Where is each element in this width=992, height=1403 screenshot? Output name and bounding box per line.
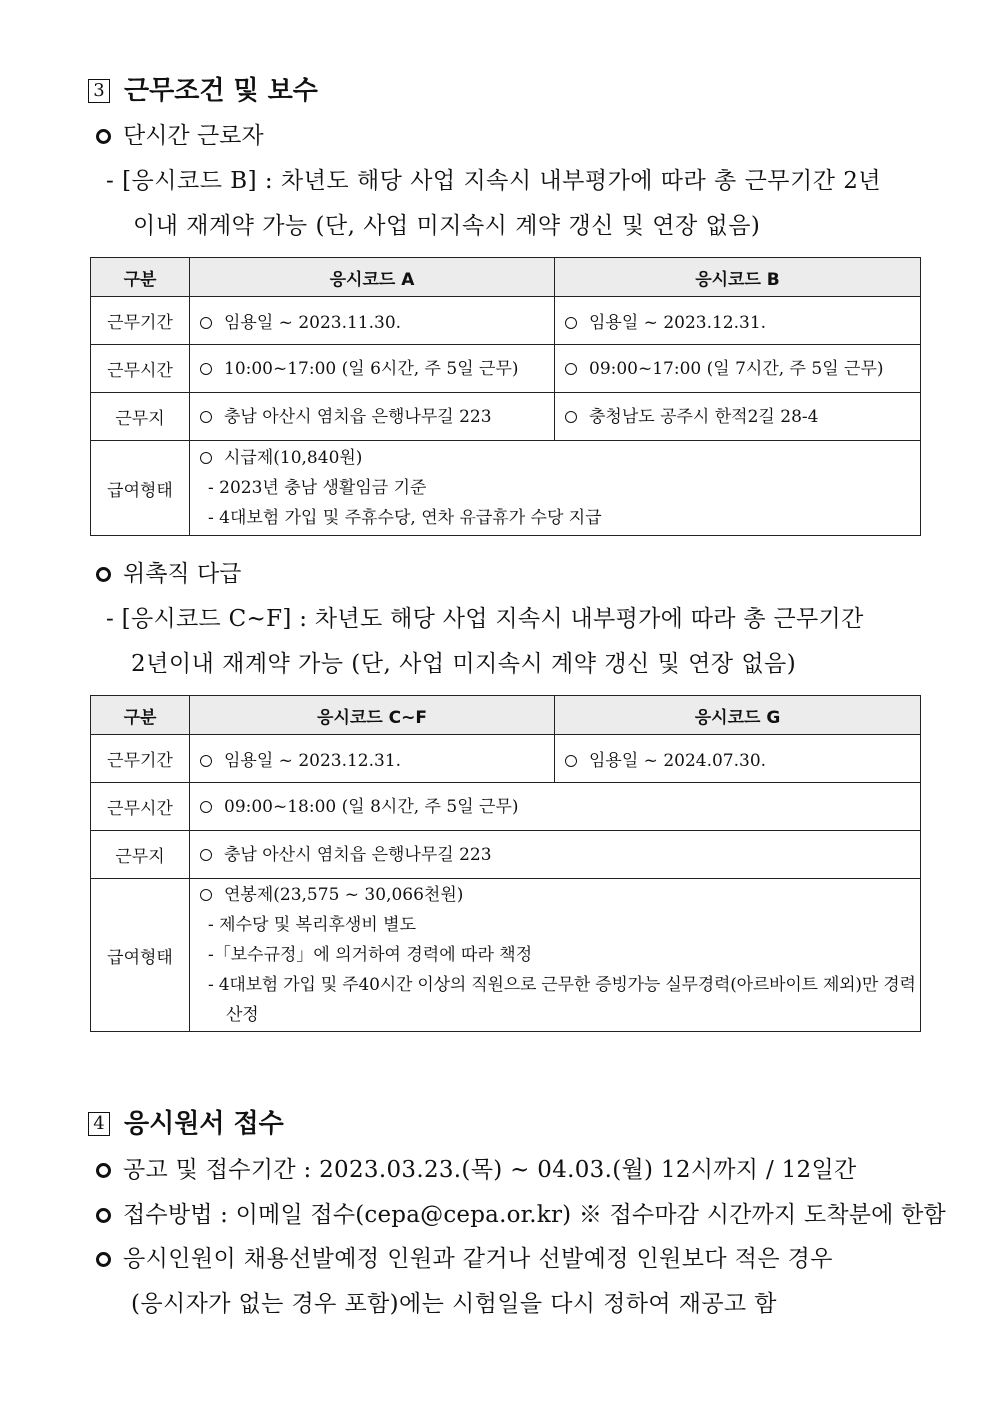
section-title-text: 근무조건 및 보수 [124,76,318,106]
table-code-c-g [90,695,921,1032]
circle-bullet-icon [200,849,212,861]
cell-text: 임용일 ~ 2023.12.31. [589,313,767,333]
cell-text: 임용일 ~ 2023.12.31. [224,751,402,771]
table-row [91,783,921,831]
row-label: 근무시간 [91,345,190,393]
group-heading-commissioned [96,555,241,588]
table-cell [190,297,555,345]
group2-desc-line1: - [응시코드 C~F] : 차년도 해당 사업 지속시 내부평가에 따라 총 근무기간 [106,606,864,632]
circle-bullet-icon [200,889,212,901]
row-label: 근무지 [91,831,190,879]
pay-cell [190,879,921,1032]
table-cell [190,783,921,831]
circle-bullet-icon [565,363,577,375]
cell-text: 충남 아산시 염치읍 은행나무길 223 [224,406,492,427]
header-code-g: 응시코드 G [555,696,921,735]
header-category: 구분 [91,696,190,735]
list-item [96,1196,946,1229]
circle-bullet-icon [200,755,212,767]
table-code-a-b [90,257,921,536]
table-cell [190,735,555,783]
section-3-title [88,70,318,107]
section-number-box: 4 [88,1112,110,1136]
cell-text: 10:00~17:00 (일 6시간, 주 5일 근무) [224,358,519,379]
table-header-row [91,696,921,735]
header-code-a: 응시코드 A [190,258,555,297]
circle-bullet-icon [200,801,212,813]
pay-line: - 제수당 및 복리후생비 별도 [208,915,417,935]
circle-bullet-icon [96,1208,111,1223]
item-text: 접수방법 : 이메일 접수(cepa@cepa.or.kr) ※ 접수마감 시간까지 도착분에 한함 [123,1202,946,1228]
section-title-text: 응시원서 접수 [124,1109,284,1139]
header-code-c-f: 응시코드 C~F [190,696,555,735]
row-label: 근무시간 [91,783,190,831]
circle-bullet-icon [96,567,111,582]
circle-bullet-icon [200,363,212,375]
table-row [91,345,921,393]
table-header-row [91,258,921,297]
circle-bullet-icon [565,411,577,423]
list-item [96,1151,857,1184]
cell-text: 충청남도 공주시 한적2길 28-4 [589,406,819,427]
item-text: 공고 및 접수기간 : 2023.03.23.(목) ~ 04.03.(월) 12시까지 / 12일간 [123,1157,857,1183]
pay-line: - 4대보험 가입 및 주40시간 이상의 직원으로 근무한 증빙가능 실무경력(아르바이트 제외)만 경력 산정 [208,975,916,1025]
table-cell [555,297,921,345]
table-row [91,297,921,345]
table-row [91,735,921,783]
circle-bullet-icon [565,317,577,329]
header-code-b: 응시코드 B [555,258,921,297]
pay-line: -「보수규정」에 의거하여 경력에 따라 책정 [208,945,533,965]
group1-desc-line1: - [응시코드 B] : 차년도 해당 사업 지속시 내부평가에 따라 총 근무기간 2년 [106,168,882,194]
row-label: 급여형태 [91,879,190,1032]
circle-bullet-icon [200,317,212,329]
circle-bullet-icon [200,411,212,423]
row-label: 급여형태 [91,441,190,536]
table-cell [555,393,921,441]
table-row [91,879,921,1032]
pay-line: 연봉제(23,575 ~ 30,066천원) [224,885,464,905]
heading-text: 단시간 근로자 [123,123,264,149]
table-row [91,441,921,536]
row-label: 근무지 [91,393,190,441]
heading-text: 위촉직 다급 [123,561,242,587]
table-cell [190,345,555,393]
circle-bullet-icon [96,1252,111,1267]
circle-bullet-icon [200,452,212,464]
table-cell [555,345,921,393]
group1-desc-line2: 이내 재계약 가능 (단, 사업 미지속시 계약 갱신 및 연장 없음) [133,213,761,239]
list-item [96,1240,833,1273]
cell-text: 09:00~18:00 (일 8시간, 주 5일 근무) [224,796,519,817]
cell-text: 임용일 ~ 2023.11.30. [224,313,402,333]
pay-cell [190,441,921,536]
pay-line: 시급제(10,840원) [224,448,363,468]
circle-bullet-icon [96,129,111,144]
circle-bullet-icon [565,755,577,767]
cell-text: 충남 아산시 염치읍 은행나무길 223 [224,844,492,865]
table-row [91,831,921,879]
header-category: 구분 [91,258,190,297]
cell-text: 09:00~17:00 (일 7시간, 주 5일 근무) [589,358,884,379]
group-heading-part-time [96,117,264,150]
section-number-box: 3 [88,79,110,103]
table-cell [190,831,921,879]
group2-desc-line2: 2년이내 재계약 가능 (단, 사업 미지속시 계약 갱신 및 연장 없음) [131,651,797,677]
row-label: 근무기간 [91,735,190,783]
row-label: 근무기간 [91,297,190,345]
pay-line: - 4대보험 가입 및 주휴수당, 연차 유급휴가 수당 지급 [208,508,602,528]
table-cell [190,393,555,441]
cell-text: 임용일 ~ 2024.07.30. [589,751,767,771]
table-cell [555,735,921,783]
section-4-title [88,1103,284,1140]
list-item-continuation: (응시자가 없는 경우 포함)에는 시험일을 다시 정하여 재공고 함 [131,1291,777,1317]
circle-bullet-icon [96,1163,111,1178]
pay-line: - 2023년 충남 생활임금 기준 [208,478,427,498]
table-row [91,393,921,441]
item-text: 응시인원이 채용선발예정 인원과 같거나 선발예정 인원보다 적은 경우 [123,1246,833,1272]
